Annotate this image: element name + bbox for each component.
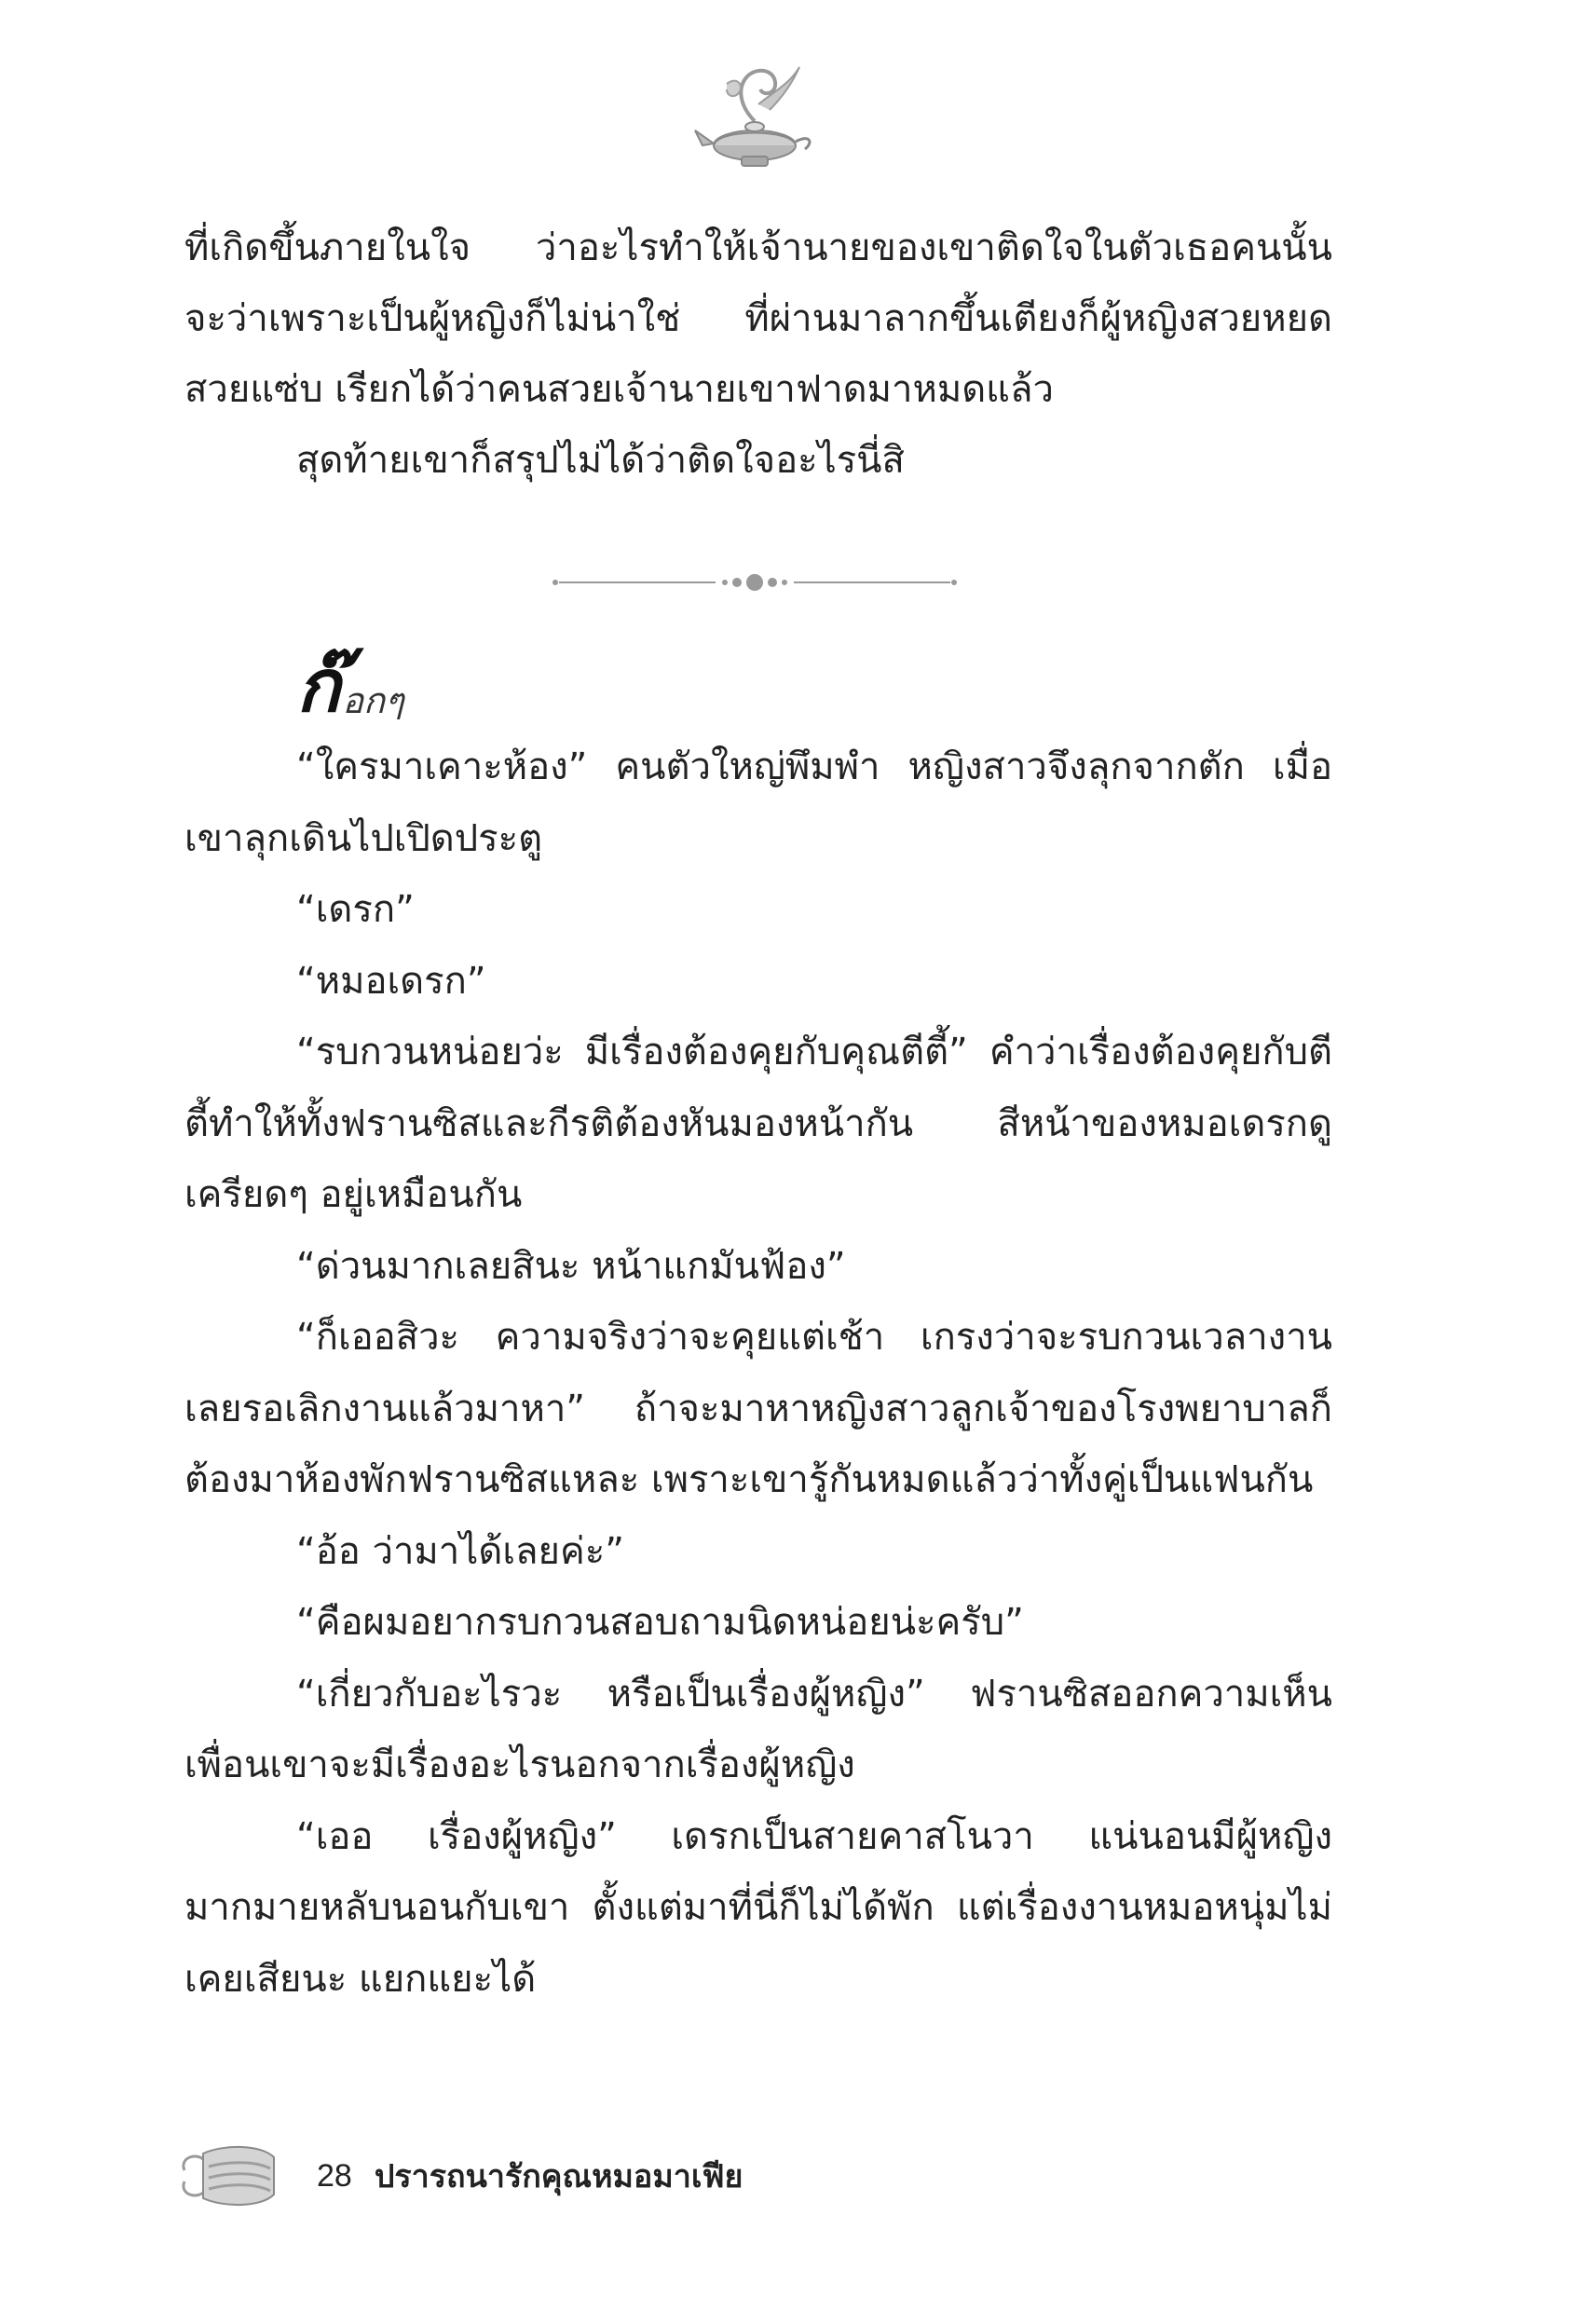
- intro-text: [184, 212, 1332, 496]
- dropcap: ก๊: [296, 644, 341, 729]
- paragraph: “คือผมอยากรบกวนสอบถามนิดหน่อยน่ะครับ”: [296, 1601, 1024, 1644]
- dropcap-rest: อกๆ: [342, 680, 404, 721]
- paragraph: ที่เกิดขึ้นภายในใจ ว่าอะไรทำให้เจ้านายของเขาติดใจในตัวเธอคนนั้น จะว่าเพราะเป็นผู้หญิงก็ไม่น่าใช่ ที่ผ่านมาลากขึ้นเตียงก็ผู้หญิงสวยหยด สวยแซ่บ เรียกได้ว่าคนสวยเจ้านายเขาฟาดมาหมดแล้ว: [184, 226, 1332, 411]
- paragraph: “เออ เรื่องผู้หญิง” เดรกเป็นสายคาสโนวา แน่นอนมีผู้หญิงมากมายหลับนอนกับเขา ตั้งแต่มาที่นี่ก็ไม่ได้พัก แต่เรื่องงานหมอหนุ่มไม่เคยเสียนะ แยกแยะได้: [184, 1814, 1332, 2001]
- section-text: [184, 732, 1332, 2015]
- paragraph: “รบกวนหน่อยว่ะ มีเรื่องต้องคุยกับคุณตีตี้” คำว่าเรื่องต้องคุยกับตีตี้ทำให้ทั้งฟรานซิสและกีรติต้องหันมองหน้ากัน สีหน้าของหมอเดรกดูเครียดๆ อยู่เหมือนกัน: [184, 1031, 1332, 1216]
- paragraph: “ก็เออสิวะ ความจริงว่าจะคุยแต่เช้า เกรงว่าจะรบกวนเวลางาน เลยรอเลิกงานแล้วมาหา” ถ้าจะมาหาหญิงสาวลูกเจ้าของโรงพยาบาลก็ต้องมาห้องพักฟรานซิสแหละ เพราะเขารู้กันหมดแล้วว่าทั้งคู่เป็นแฟนกัน: [184, 1316, 1332, 1501]
- face-mask-icon: [177, 2139, 280, 2213]
- section-opening: [296, 626, 403, 729]
- paragraph: “หมอเดรก”: [296, 959, 486, 1003]
- section-divider: [550, 568, 960, 596]
- page-footer: [177, 2134, 743, 2218]
- paragraph: “ด่วนมากเลยสินะ หน้าแกมันฟ้อง”: [296, 1244, 846, 1288]
- paragraph: “เดรก”: [296, 888, 415, 931]
- paragraph: สุดท้ายเขาก็สรุปไม่ได้ว่าติดใจอะไรนี่สิ: [296, 439, 905, 482]
- book-title: ปรารถนารักคุณหมอมาเฟีย: [374, 2158, 743, 2195]
- paragraph: “ใครมาเคาะห้อง” คนตัวใหญ่พึมพำ หญิงสาวจึงลุกจากตัก เมื่อเขาลุกเดินไปเปิดประตู: [184, 745, 1332, 860]
- paragraph: “อ้อ ว่ามาได้เลยค่ะ”: [296, 1529, 624, 1573]
- genie-lamp-icon: [689, 56, 820, 177]
- paragraph: “เกี่ยวกับอะไรวะ หรือเป็นเรื่องผู้หญิง” ฟรานซิสออกความเห็น เพื่อนเขาจะมีเรื่องอะไรนอกจากเรื่องผู้หญิง: [184, 1672, 1332, 1786]
- page-number: 28: [317, 2157, 352, 2194]
